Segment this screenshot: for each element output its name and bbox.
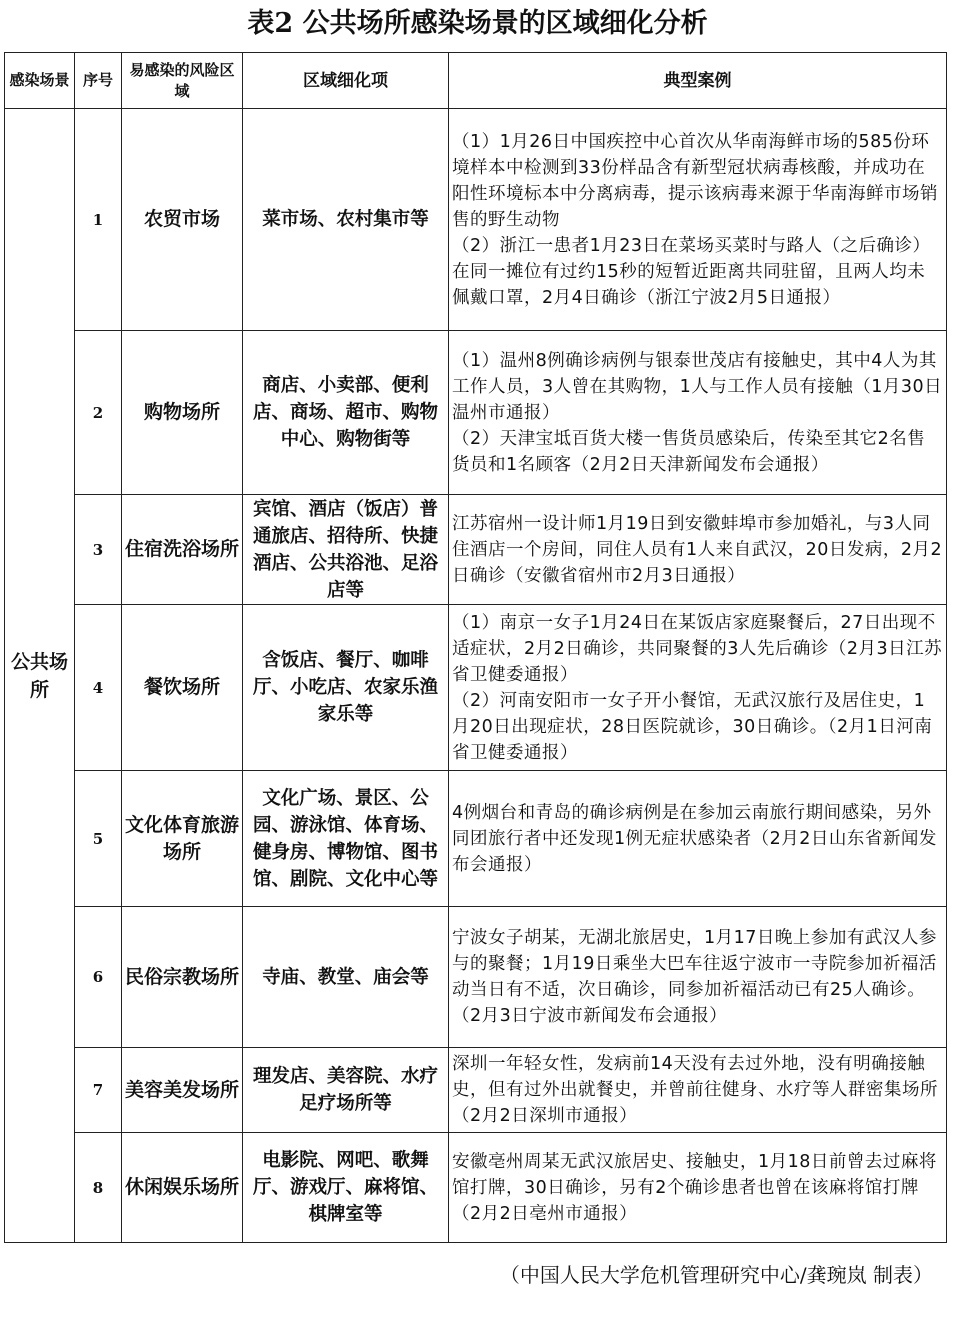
- row-cases: [449, 109, 947, 331]
- row-cases: [449, 331, 947, 495]
- case-text: 安徽亳州周某无武汉旅居史、接触史，1月18日前曾去过麻将馆打牌，30日确诊，另有2个确诊患者也曾在该麻将馆打牌（2月2日亳州市通报）: [452, 1151, 937, 1224]
- row-area: 购物场所: [122, 331, 243, 495]
- table-row: [5, 771, 947, 907]
- row-seq: 5: [75, 771, 122, 907]
- case-text: （1）1月26日中国疾控中心首次从华南海鲜市场的585份环境样本中检测到33份样品含有新型冠状病毒核酸，并成功在阳性环境标本中分离病毒，提示该病毒来源于华南海鲜市场销售的野生动物: [452, 131, 938, 230]
- analysis-table: [4, 52, 947, 1243]
- row-seq: 1: [75, 109, 122, 331]
- row-area: 住宿洗浴场所: [122, 495, 243, 605]
- table-row: [5, 1133, 947, 1243]
- row-item: 含饭店、餐厅、咖啡厅、小吃店、农家乐渔家乐等: [243, 605, 449, 771]
- source-note: （中国人民大学危机管理研究中心/龚琬岚 制表）: [499, 1263, 933, 1287]
- row-item: 宾馆、酒店（饭店）普通旅店、招待所、快捷酒店、公共浴池、足浴店等: [243, 495, 449, 605]
- header-detail: 区域细化项: [243, 53, 449, 109]
- case-text: （1）南京一女子1月24日在某饭店家庭聚餐后，27日出现不适症状，2月2日确诊，共同聚餐的3人先后确诊（2月3日江苏省卫健委通报）: [452, 612, 943, 685]
- row-seq: 4: [75, 605, 122, 771]
- row-item: 电影院、网吧、歌舞厅、游戏厅、麻将馆、棋牌室等: [243, 1133, 449, 1243]
- scene-label: 公共场所: [5, 109, 75, 1243]
- case-text: （2）浙江一患者1月23日在菜场买菜时与路人（之后确诊）在同一摊位有过约15秒的短暂近距离共同驻留，且两人均未佩戴口罩，2月4日确诊（浙江宁波2月5日通报）: [452, 235, 931, 308]
- case-text: （2）河南安阳市一女子开小餐馆，无武汉旅行及居住史，1月20日出现症状，28日医院就诊，30日确诊。（2月1日河南省卫健委通报）: [452, 690, 933, 763]
- row-area: 民俗宗教场所: [122, 907, 243, 1048]
- row-seq: 8: [75, 1133, 122, 1243]
- case-text: 4例烟台和青岛的确诊病例是在参加云南旅行期间感染，另外同团旅行者中还发现1例无症状感染者（2月2日山东省新闻发布会通报）: [452, 802, 937, 875]
- row-item: 菜市场、农村集市等: [243, 109, 449, 331]
- row-seq: 6: [75, 907, 122, 1048]
- row-cases: [449, 1048, 947, 1133]
- case-text: （1）温州8例确诊病例与银泰世茂店有接触史，其中4人为其工作人员，3人曾在其购物，1人与工作人员有接触（1月30日温州市通报）: [452, 350, 943, 423]
- table-row: [5, 907, 947, 1048]
- table-row: [5, 109, 947, 331]
- row-cases: [449, 605, 947, 771]
- row-area: 休闲娱乐场所: [122, 1133, 243, 1243]
- table-row: [5, 331, 947, 495]
- table-title: 表2 公共场所感染场景的区域细化分析: [247, 8, 708, 39]
- case-text: 江苏宿州一设计师1月19日到安徽蚌埠市参加婚礼，与3人同住酒店一个房间，同住人员有1人来自武汉，20日发病，2月2日确诊（安徽省宿州市2月3日通报）: [452, 513, 943, 586]
- case-text: 深圳一年轻女性，发病前14天没有去过外地，没有明确接触史，但有过外出就餐史，并曾前往健身、水疗等人群密集场所（2月2日深圳市通报）: [452, 1054, 938, 1126]
- header-seq: 序号: [75, 53, 122, 109]
- row-area: 文化体育旅游场所: [122, 771, 243, 907]
- row-seq: 3: [75, 495, 122, 605]
- table-row: [5, 1048, 947, 1133]
- row-cases: [449, 495, 947, 605]
- row-cases: [449, 771, 947, 907]
- row-area: 农贸市场: [122, 109, 243, 331]
- header-row: [5, 53, 947, 109]
- row-seq: 2: [75, 331, 122, 495]
- row-cases: [449, 1133, 947, 1243]
- row-item: 寺庙、教堂、庙会等: [243, 907, 449, 1048]
- table-row: [5, 495, 947, 605]
- table-row: [5, 605, 947, 771]
- row-cases: [449, 907, 947, 1048]
- row-area: 美容美发场所: [122, 1048, 243, 1133]
- case-text: （2）天津宝坻百货大楼一售货员感染后，传染至其它2名售货员和1名顾客（2月2日天津新闻发布会通报）: [452, 428, 926, 475]
- row-seq: 7: [75, 1048, 122, 1133]
- row-item: 文化广场、景区、公园、游泳馆、体育场、健身房、博物馆、图书馆、剧院、文化中心等: [243, 771, 449, 907]
- header-cases: 典型案例: [449, 53, 947, 109]
- header-scene: 感染场景: [5, 53, 75, 109]
- header-risk-area: 易感染的风险区域: [122, 53, 243, 109]
- case-text: 宁波女子胡某，无湖北旅居史，1月17日晚上参加有武汉人参与的聚餐；1月19日乘坐大巴车往返宁波市一寺院参加祈福活动当日有不适，次日确诊，同参加祈福活动已有25人确诊。（2月3日宁波市新闻发布会通报）: [452, 928, 937, 1026]
- row-item: 商店、小卖部、便利店、商场、超市、购物中心、购物街等: [243, 331, 449, 495]
- row-item: 理发店、美容院、水疗足疗场所等: [243, 1048, 449, 1133]
- row-area: 餐饮场所: [122, 605, 243, 771]
